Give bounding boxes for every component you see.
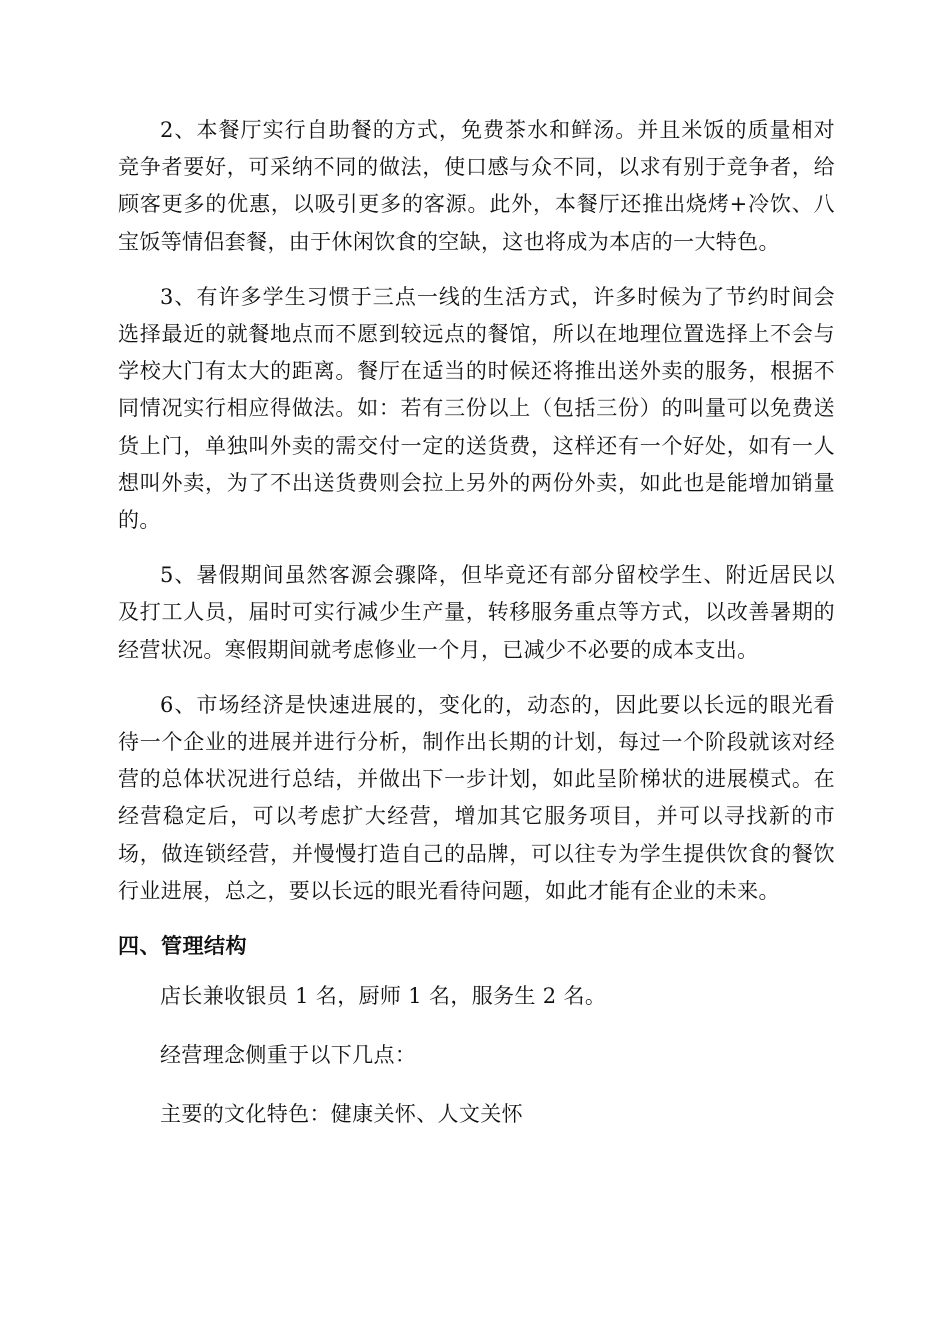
paragraph-long-term-plan: 6、市场经济是快速进展的，变化的，动态的，因此要以长远的眼光看待一个企业的进展并进行分析，制作出长期的计划，每过一个阶段就该对经营的总体状况进行总结，并做出下一步计划，如此呈阶梯状的进展模式。在经营稳定后，可以考虑扩大经营，增加其它服务项目，并可以寻找新的市场，做连锁经营，并慢慢打造自己的品牌，可以往专为学生提供饮食的餐饮行业进展，总之，要以长远的眼光看待问题，如此才能有企业的未来。 xyxy=(118,692,835,903)
paragraph-self-service: 2、本餐厅实行自助餐的方式，免费茶水和鲜汤。并且米饭的质量相对竞争者要好，可采纳不同的做法，使口感与众不同，以求有别于竞争者，给顾客更多的优惠，以吸引更多的客源。此外，本餐厅还推出烧烤+冷饮、八宝饭等情侣套餐，由于休闲饮食的空缺，这也将成为本店的一大特色。 xyxy=(118,118,835,254)
paragraph-location-delivery: 3、有许多学生习惯于三点一线的生活方式，许多时候为了节约时间会选择最近的就餐地点而不愿到较远点的餐馆，所以在地理位置选择上不会与学校大门有太大的距离。餐厅在适当的时候还将推出送外卖的服务，根据不同情况实行相应得做法。如：若有三份以上（包括三份）的叫量可以免费送货上门，单独叫外卖的需交付一定的送货费，这样还有一个好处，如有一人想叫外卖，为了不出送货费则会拉上另外的两份外卖，如此也是能增加销量的。 xyxy=(118,284,835,533)
paragraph-holiday-operations: 5、暑假期间虽然客源会骤降，但毕竟还有部分留校学生、附近居民以及打工人员，届时可实行减少生产量，转移服务重点等方式，以改善暑期的经营状况。寒假期间就考虑修业一个月，已减少不必要的成本支出。 xyxy=(118,563,835,662)
section-heading-management-structure: 四、管理结构 xyxy=(118,934,247,959)
culture-line: 主要的文化特色：健康关怀、人文关怀 xyxy=(160,1102,523,1127)
document-body xyxy=(118,112,835,1155)
philosophy-line: 经营理念侧重于以下几点： xyxy=(160,1043,417,1068)
staff-line: 店长兼收银员 1 名，厨师 1 名，服务生 2 名。 xyxy=(160,984,607,1009)
